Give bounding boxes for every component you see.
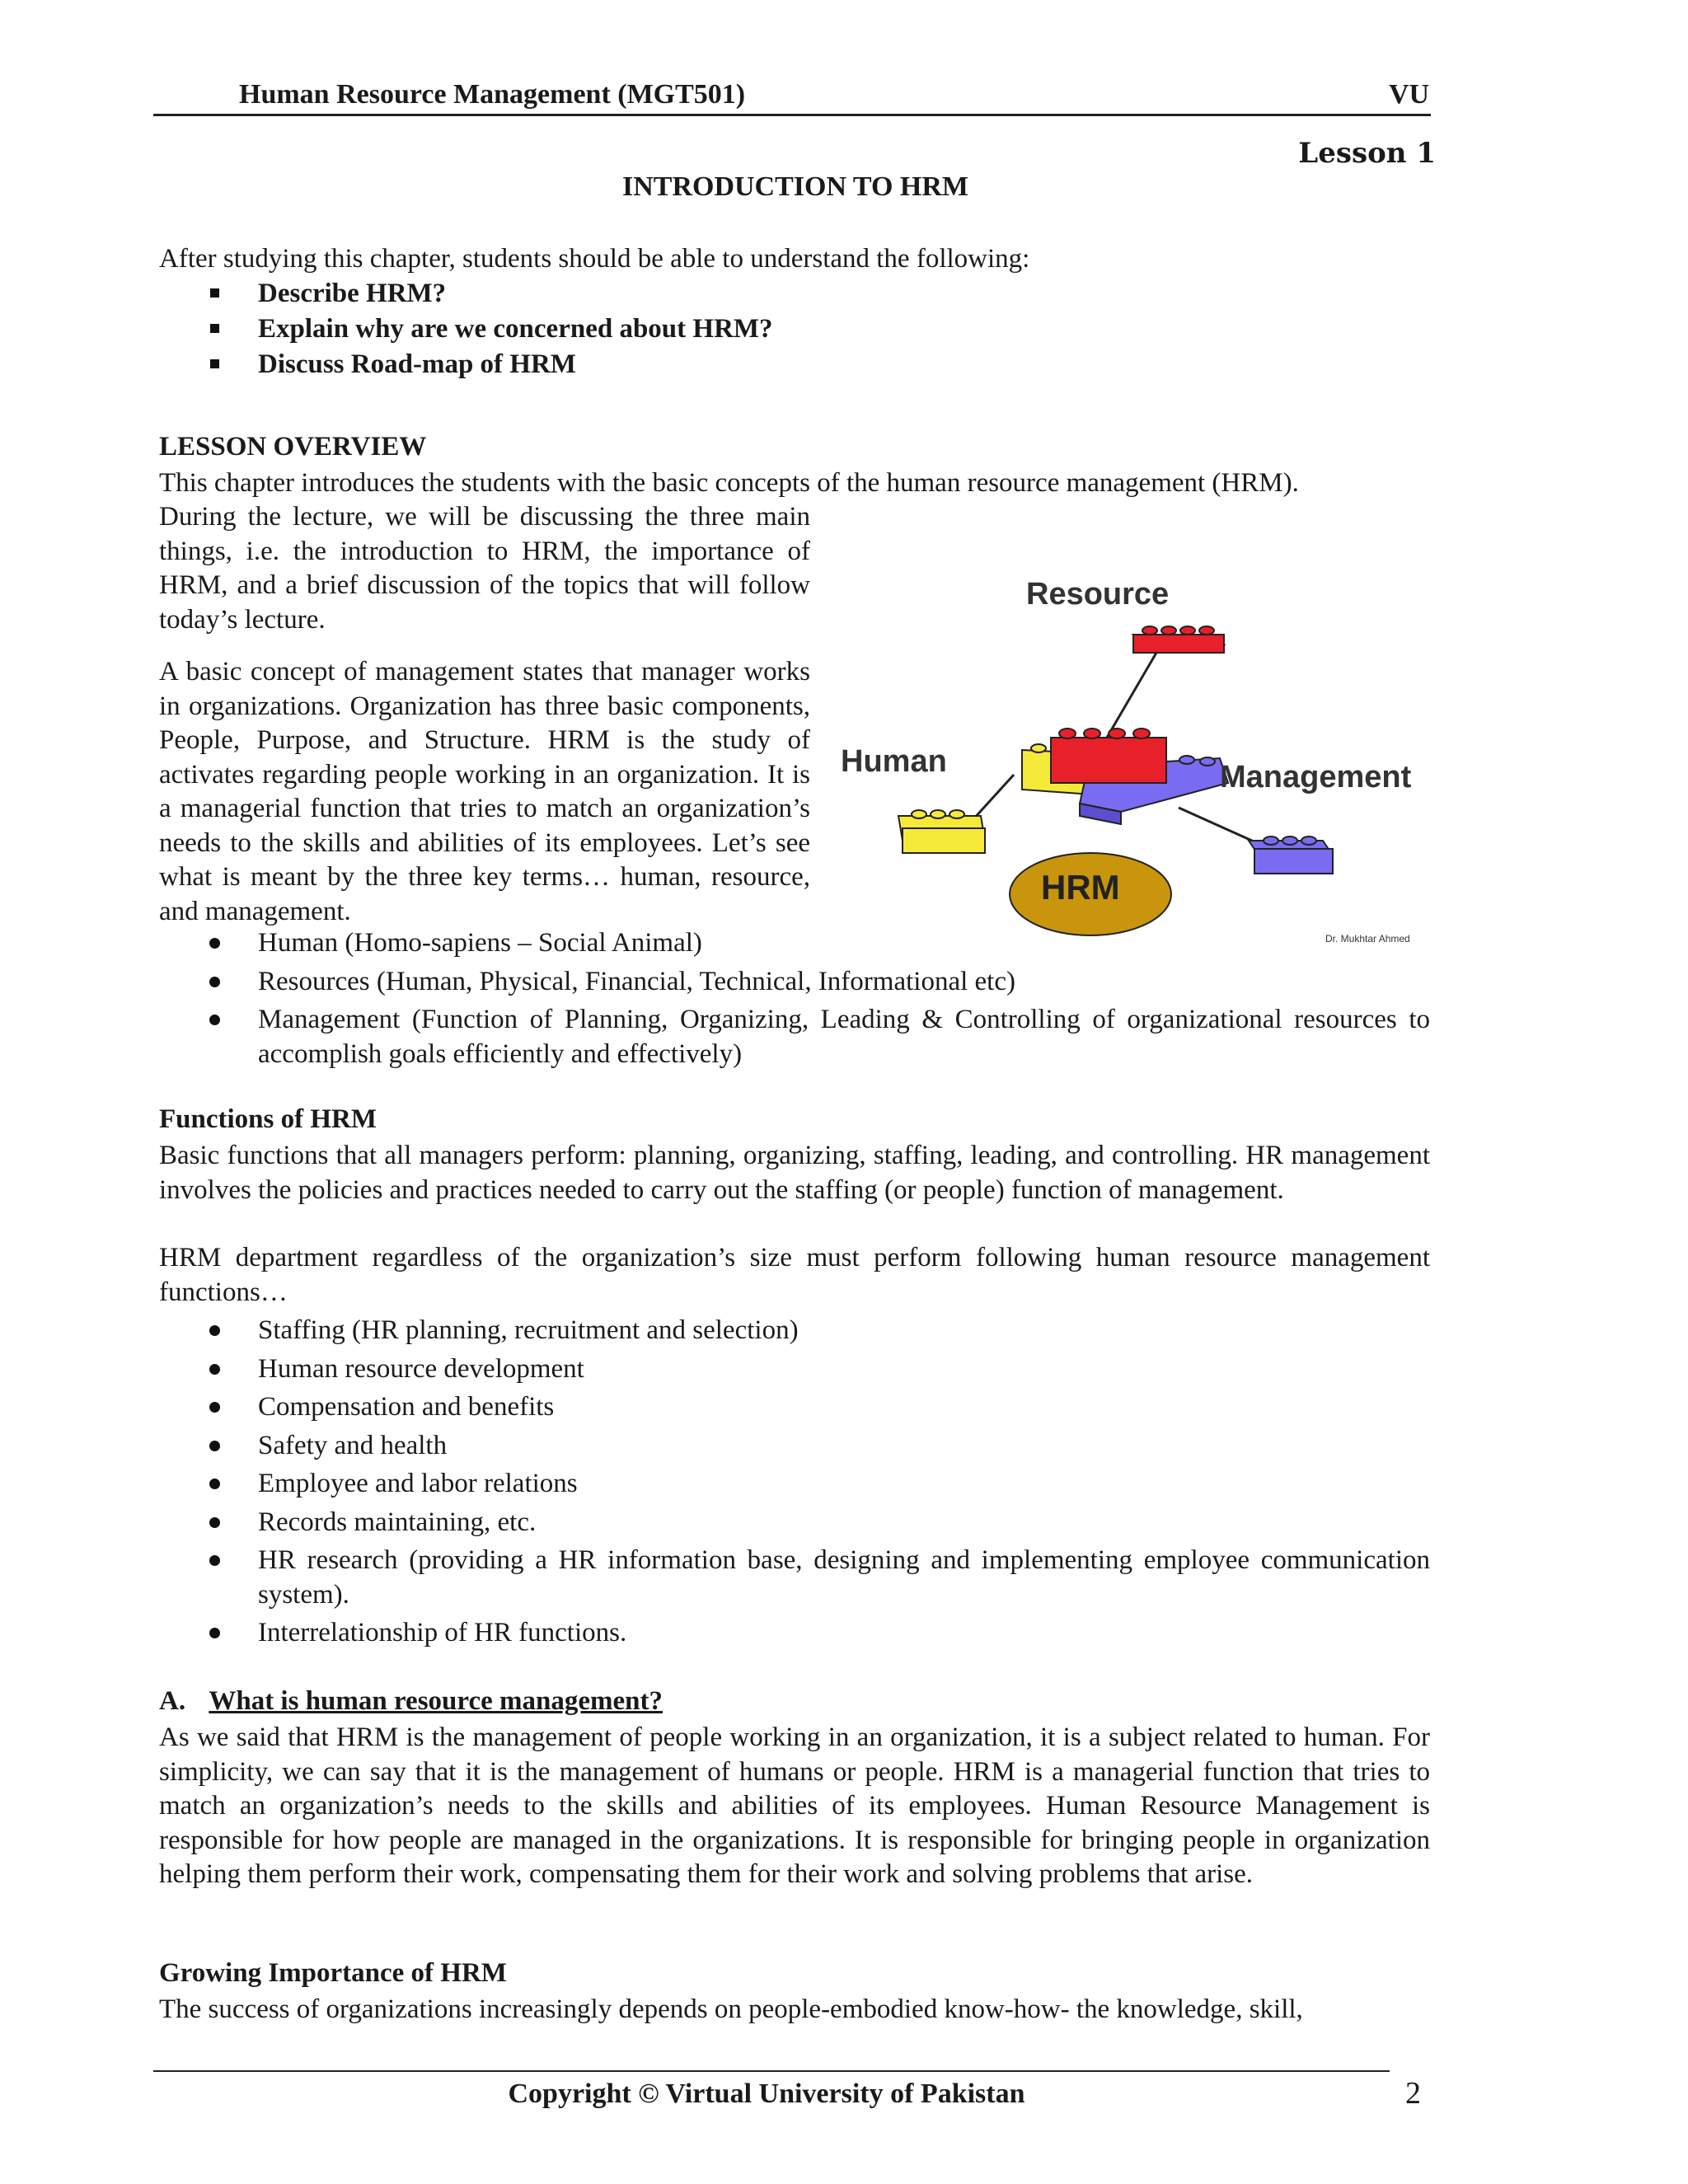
figure-label-hrm: HRM xyxy=(1041,868,1120,907)
term-item: Human (Homo-sapiens – Social Animal) xyxy=(159,926,1430,961)
objective-item: Discuss Road-map of HRM xyxy=(159,348,1430,383)
functions-para1: Basic functions that all managers perform: planning, organizing, staffing, leading, and controlling. HR management involves the policies and practices needed to carry out the staffing (or people) function of management. xyxy=(159,1141,1430,1205)
function-item: Employee and labor relations xyxy=(159,1467,1430,1502)
central-bricks-icon xyxy=(1022,729,1228,824)
section-letter: A. xyxy=(159,1686,186,1716)
page-title: INTRODUCTION TO HRM xyxy=(621,171,969,202)
section-a-heading xyxy=(159,1686,663,1717)
objectives-list xyxy=(159,277,1430,383)
section-a-para: As we said that HRM is the management of people working in an organization, it is a subject related to human. For simplicity, we can say that it is the management of humans or people. HRM is a managerial function that tries to match an organization’s needs to the skills and abilities of its employees. Human Resource Management is responsible for how people are managed in the organizations. It is responsible for bringing people in organization helping them perform their work, compensating them for their work and solving problems that arise. xyxy=(159,1722,1430,1889)
overview-para2: A basic concept of management states that manager works in organizations. Organization has three basic components, People, Purpose, and Structure. HRM is the study of activates regarding people working in an organization. It is a managerial function that tries to match an organization’s needs to the skills and abilities of its employees. Let’s see what is meant by the three key terms… human, resource, and management. xyxy=(159,657,810,926)
institution-header: VU xyxy=(1389,79,1430,110)
page-number: 2 xyxy=(1405,2076,1421,2111)
figure-label-resource: Resource xyxy=(1026,577,1170,612)
figure-label-human: Human xyxy=(841,744,947,779)
course-header: Human Resource Management (MGT501) xyxy=(239,79,746,110)
section-title: What is human resource management? xyxy=(209,1686,663,1716)
function-item: Human resource development xyxy=(159,1352,1430,1387)
overview-line1: This chapter introduces the students with the basic concepts of the human resource management (HRM). xyxy=(159,468,1299,498)
term-item: Resources (Human, Physical, Financial, Technical, Informational etc) xyxy=(159,965,1430,1000)
intro-text: After studying this chapter, students should be able to understand the following: xyxy=(159,244,1030,274)
functions-heading: Functions of HRM xyxy=(159,1104,377,1134)
footer-rule xyxy=(153,2070,1390,2072)
footer-copyright: Copyright © Virtual University of Pakistan xyxy=(508,2079,1025,2109)
objective-item: Describe HRM? xyxy=(159,277,1430,312)
importance-para: The success of organizations increasingly depends on people-embodied know-how- the knowledge, skill, xyxy=(159,1994,1303,2024)
function-item: Records maintaining, etc. xyxy=(159,1506,1430,1540)
function-item: Safety and health xyxy=(159,1429,1430,1464)
figure-credit: Dr. Mukhtar Ahmed xyxy=(1325,933,1410,944)
importance-heading: Growing Importance of HRM xyxy=(159,1958,507,1988)
figure-label-management: Management xyxy=(1220,760,1412,794)
lesson-number: Lesson 1 xyxy=(1298,137,1436,170)
header-rule xyxy=(153,114,1431,116)
overview-heading: LESSON OVERVIEW xyxy=(159,432,427,462)
function-item: Interrelationship of HR functions. xyxy=(159,1616,1430,1651)
overview-para1: During the lecture, we will be discussing the three main things, i.e. the introduction to HRM, the importance of HRM, and a brief discussion of the topics that will follow today’s lecture. xyxy=(159,502,810,635)
key-terms-list xyxy=(159,926,1430,1071)
blue-brick-icon xyxy=(1249,837,1333,874)
functions-list xyxy=(159,1314,1430,1651)
function-item: HR research (providing a HR information base, designing and implementing employee communication system). xyxy=(159,1544,1430,1612)
function-item: Compensation and benefits xyxy=(159,1390,1430,1425)
red-brick-icon xyxy=(1133,626,1224,653)
term-item: Management (Function of Planning, Organizing, Leading & Controlling of organizational resources to accomplish goals efficiently and effectively) xyxy=(159,1003,1430,1071)
function-item: Staffing (HR planning, recruitment and selection) xyxy=(159,1314,1430,1348)
functions-para2: HRM department regardless of the organization’s size must perform following human resource management functions… xyxy=(159,1243,1430,1307)
objective-item: Explain why are we concerned about HRM? xyxy=(159,312,1430,348)
yellow-brick-icon xyxy=(898,810,985,853)
